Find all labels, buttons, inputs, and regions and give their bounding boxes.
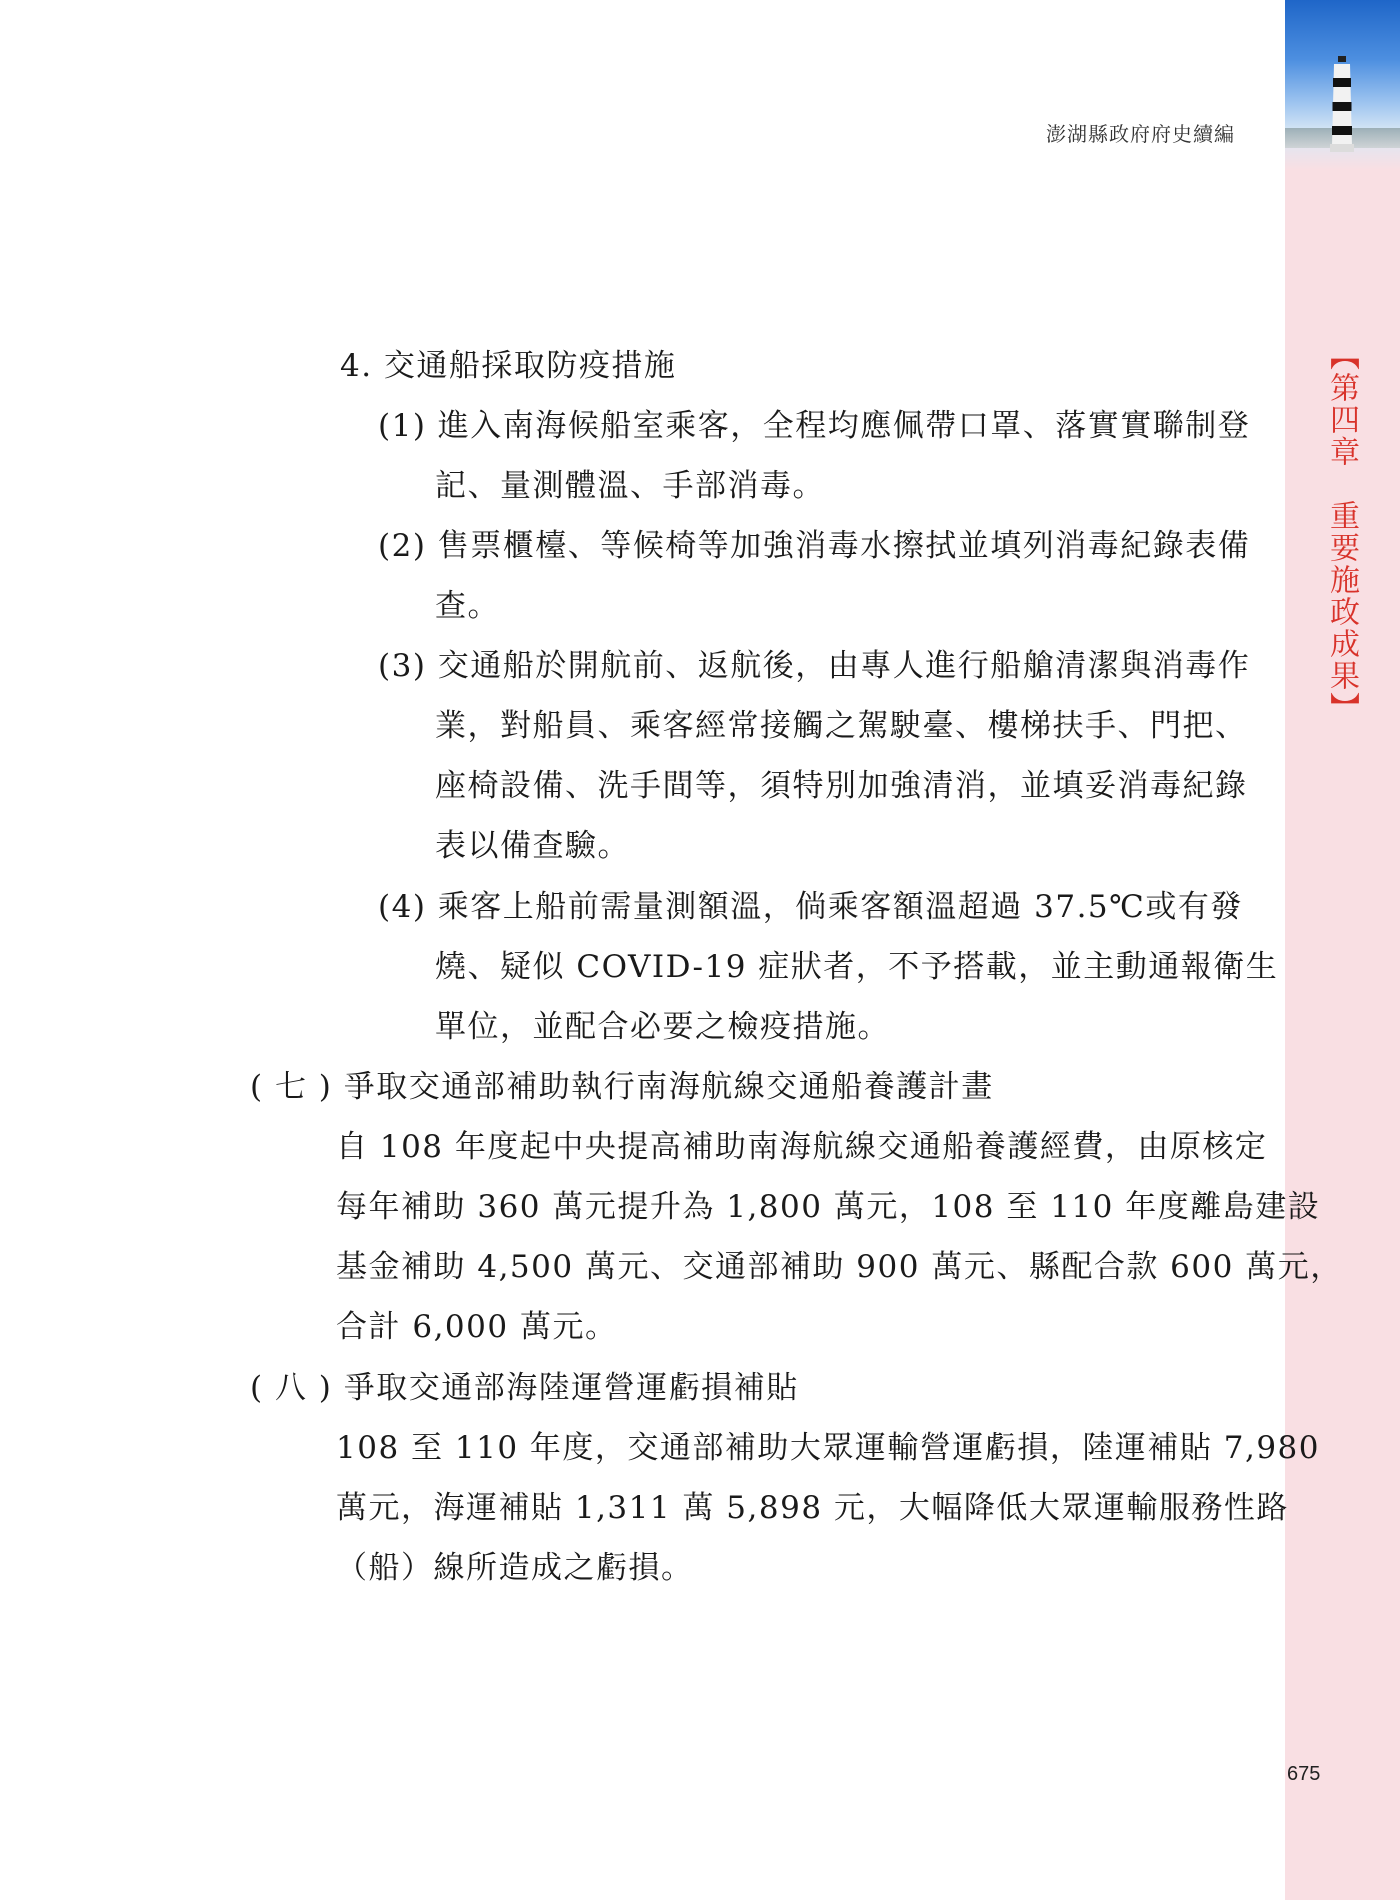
section7-line1: 自 108 年度起中央提高補助南海航線交通船養護經費，由原核定 bbox=[336, 1129, 1268, 1165]
lighthouse-icon bbox=[1328, 56, 1356, 156]
section7-line2: 每年補助 360 萬元提升為 1,800 萬元，108 至 110 年度離島建設 bbox=[336, 1189, 1321, 1225]
section8-line1: 108 至 110 年度，交通部補助大眾運輸營運虧損，陸運補貼 7,980 bbox=[336, 1430, 1320, 1466]
item4-3-line3: 座椅設備、洗手間等，須特別加強清消，並填妥消毒紀錄 bbox=[435, 768, 1248, 804]
item4-4-line2: 燒、疑似 COVID-19 症狀者，不予搭載，並主動通報衛生 bbox=[435, 949, 1279, 985]
item4-2-line2: 查。 bbox=[435, 588, 500, 624]
section7-title: ( 七 ) 爭取交通部補助執行南海航線交通船養護計畫 bbox=[250, 1069, 994, 1105]
chapter-bracket-open: 【 bbox=[1324, 340, 1359, 372]
item4-2-line1: (2) 售票櫃檯、等候椅等加強消毒水擦拭並填列消毒紀錄表備 bbox=[378, 528, 1251, 564]
item4-1-line1: (1) 進入南海候船室乘客，全程均應佩帶口罩、落實實聯制登 bbox=[378, 408, 1251, 444]
section7-line3: 基金補助 4,500 萬元、交通部補助 900 萬元、縣配合款 600 萬元， bbox=[336, 1249, 1343, 1285]
item4-3-line4: 表以備查驗。 bbox=[435, 828, 630, 864]
section8-title: ( 八 ) 爭取交通部海陸運營運虧損補貼 bbox=[250, 1370, 799, 1406]
item4-4-line1: (4) 乘客上船前需量測額溫，倘乘客額溫超過 37.5℃或有發 bbox=[378, 889, 1243, 925]
item4-1-line2: 記、量測體溫、手部消毒。 bbox=[435, 468, 825, 504]
side-decorative-strip bbox=[1285, 0, 1400, 1900]
page-number: 675 bbox=[1287, 1763, 1321, 1785]
chapter-label: 第四章 重要施政成果 bbox=[1324, 372, 1359, 692]
item4-title: 4. 交通船採取防疫措施 bbox=[340, 348, 677, 384]
section8-line2: 萬元，海運補貼 1,311 萬 5,898 元，大幅降低大眾運輸服務性路 bbox=[336, 1490, 1289, 1526]
running-header: 澎湖縣政府府史續編 bbox=[1046, 122, 1235, 146]
chapter-bracket-close: 】 bbox=[1324, 692, 1359, 724]
item4-3-line2: 業，對船員、乘客經常接觸之駕駛臺、樓梯扶手、門把、 bbox=[435, 708, 1248, 744]
section8-line3: （船）線所造成之虧損。 bbox=[336, 1550, 694, 1586]
chapter-tab bbox=[1308, 340, 1358, 724]
item4-4-line3: 單位，並配合必要之檢疫措施。 bbox=[435, 1009, 890, 1045]
item4-3-line1: (3) 交通船於開航前、返航後，由專人進行船艙清潔與消毒作 bbox=[378, 648, 1251, 684]
lighthouse-photo bbox=[1285, 0, 1400, 170]
section7-line4: 合計 6,000 萬元。 bbox=[336, 1309, 618, 1345]
